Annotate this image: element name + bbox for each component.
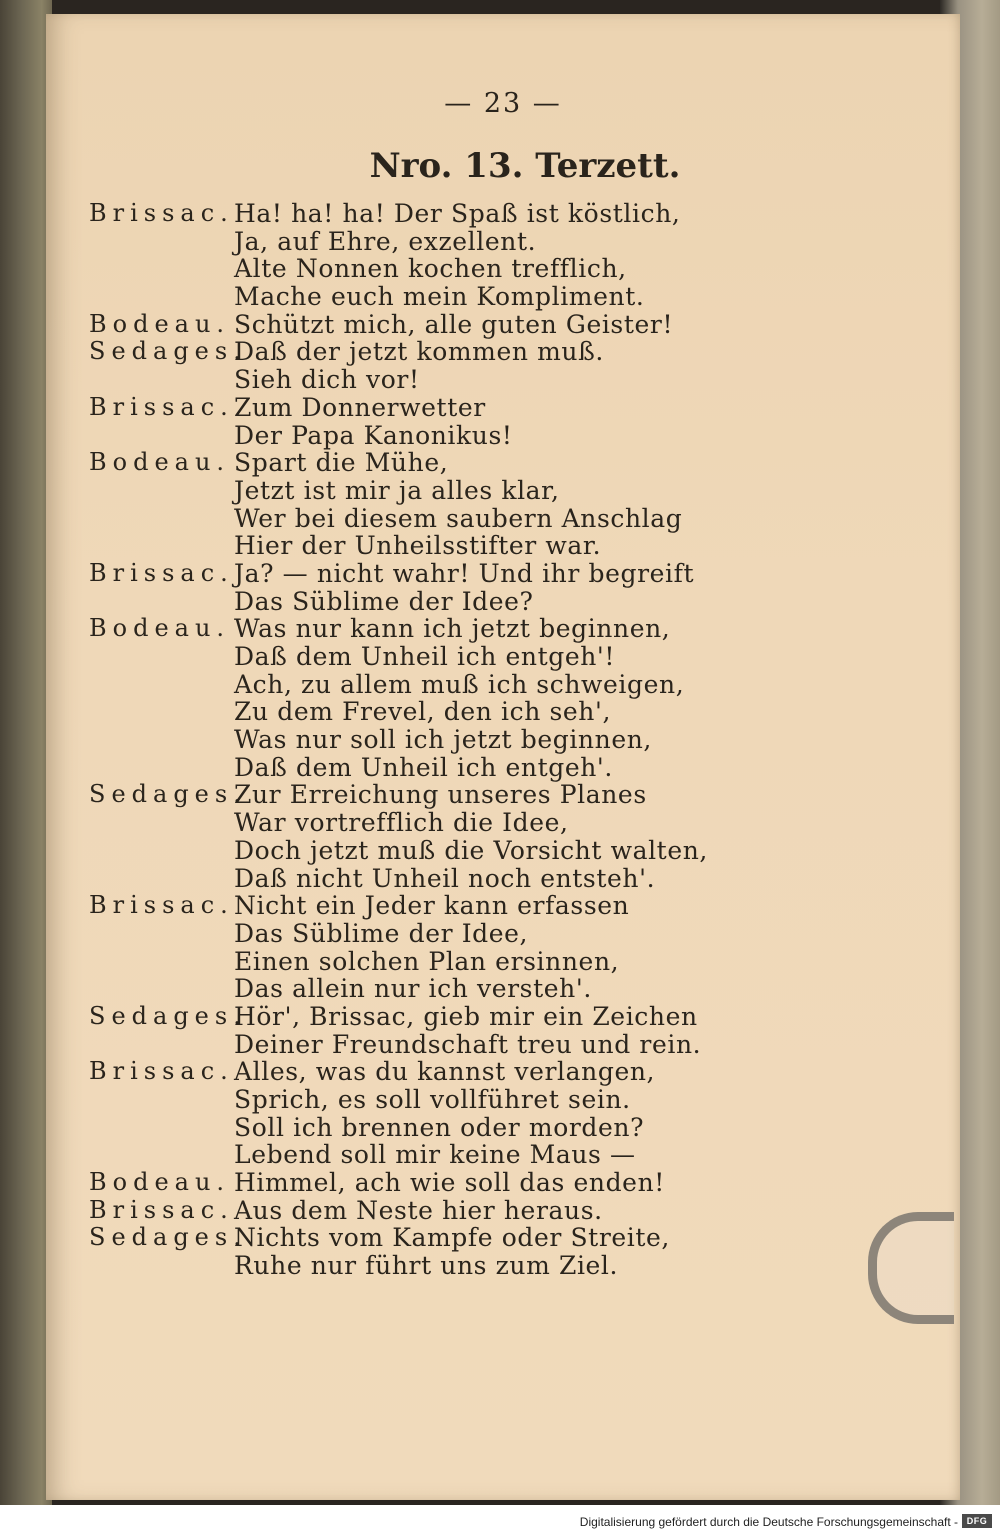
text-line [46,975,960,1003]
speaker-name: Sedages. [89,1001,247,1030]
verse-text: Alles, was du kannst verlangen, [234,1057,656,1087]
page-number: — 23 — [444,88,562,119]
text-line [46,809,960,837]
text-line [46,1086,960,1114]
verse-text: Alte Nonnen kochen trefflich, [234,254,627,284]
verse-text: Ruhe nur führt uns zum Ziel. [234,1251,619,1281]
text-line [46,255,960,283]
speaker-name: Brissac. [89,1057,234,1086]
speaker-name: Bodeau. [89,448,231,477]
verse-text: Ja, auf Ehre, exzellent. [234,226,537,256]
text-line [46,948,960,976]
book-cover-left [0,0,52,1505]
text-line [46,477,960,505]
verse-text: Doch jetzt muß die Vorsicht walten, [234,835,708,865]
text-line [46,366,960,394]
text-line [46,311,960,339]
verse-text: Daß der jetzt kommen muß. [234,337,604,367]
verse-text: Mache euch mein Kompliment. [234,282,645,312]
text-line [46,615,960,643]
text-line [46,671,960,699]
verse-text: Sieh dich vor! [234,365,420,395]
text-line [46,1197,960,1225]
verse-text: War vortrefflich die Idee, [234,808,569,838]
text-line [46,560,960,588]
verse-text: Einen solchen Plan ersinnen, [234,946,620,976]
verse-text: Was nur kann ich jetzt beginnen, [234,614,671,644]
speaker-name: Bodeau. [89,1168,231,1197]
verse-text: Was nur soll ich jetzt beginnen, [234,725,652,755]
verse-text: Daß nicht Unheil noch entsteh'. [234,863,656,893]
verse-text: Wer bei diesem saubern Anschlag [234,503,683,533]
verse-text: Ja? — nicht wahr! Und ihr begreift [234,558,695,588]
verse-text: Schützt mich, alle guten Geister! [234,309,674,339]
text-line [46,422,960,450]
text-line [46,394,960,422]
page-title: Nro. 13. Terzett. [369,146,681,186]
text-line [46,643,960,671]
paper-clip [868,1212,954,1324]
verse-text: Deiner Freundschaft treu und rein. [234,1029,702,1059]
verse-text: Hier der Unheilsstifter war. [234,531,602,561]
verse-text: Das Süblime der Idee? [234,586,534,616]
book-page [46,14,960,1500]
text-line [46,200,960,228]
text-line [46,726,960,754]
verse-text: Sprich, es soll vollführet sein. [234,1085,631,1114]
verse-text: Lebend soll mir keine Maus — [234,1140,636,1170]
verse-text: Das allein nur ich versteh'. [234,974,592,1004]
speaker-name: Bodeau. [89,309,231,338]
libretto-text [46,200,960,1280]
dfg-logo: DFG [962,1514,992,1528]
text-line [46,920,960,948]
speaker-name: Brissac. [89,891,234,920]
verse-text: Aus dem Neste hier heraus. [234,1195,603,1225]
verse-text: Himmel, ach wie soll das enden! [234,1168,665,1198]
speaker-name: Brissac. [89,199,234,227]
verse-text: Spart die Mühe, [234,448,449,478]
text-line [46,283,960,311]
text-line [46,338,960,366]
verse-text: Zu dem Frevel, den ich seh', [234,697,612,727]
text-line [46,698,960,726]
text-line [46,1141,960,1169]
verse-text: Ach, zu allem muß ich schweigen, [234,669,685,699]
text-line [46,1224,960,1252]
speaker-name: Brissac. [89,1195,234,1224]
text-line [46,1114,960,1142]
digitization-credit: Digitalisierung gefördert durch die Deutsche Forschungsgemeinschaft - [579,1515,958,1529]
verse-text: Der Papa Kanonikus! [234,420,513,450]
verse-text: Daß dem Unheil ich entgeh'. [234,752,613,782]
speaker-name: Sedages. [89,337,247,366]
text-line [46,1252,960,1280]
text-line [46,837,960,865]
text-line [46,449,960,477]
verse-text: Daß dem Unheil ich entgeh'! [234,642,616,671]
speaker-name: Brissac. [89,392,234,421]
text-line [46,505,960,533]
verse-text: Zum Donnerwetter [234,392,486,422]
text-line [46,532,960,560]
text-line [46,588,960,616]
verse-text: Hör', Brissac, gieb mir ein Zeichen [234,1001,698,1031]
text-line [46,228,960,256]
verse-text: Nicht ein Jeder kann erfassen [234,891,630,921]
verse-text: Das Süblime der Idee, [234,918,529,948]
text-line [46,1058,960,1086]
speaker-name: Brissac. [89,558,234,587]
speaker-name: Sedages. [89,1223,247,1252]
verse-text: Zur Erreichung unseres Planes [234,780,647,810]
verse-text: Nichts vom Kampfe oder Streite, [234,1223,670,1253]
text-line [46,1031,960,1059]
text-line [46,754,960,782]
text-line [46,892,960,920]
verse-text: Soll ich brennen oder morden? [234,1112,645,1142]
text-line [46,865,960,893]
verse-text: Ha! ha! ha! Der Spaß ist köstlich, [234,199,681,228]
speaker-name: Bodeau. [89,614,231,643]
text-line [46,1169,960,1197]
speaker-name: Sedages. [89,780,247,809]
text-line [46,1003,960,1031]
text-line [46,781,960,809]
verse-text: Jetzt ist mir ja alles klar, [234,475,560,505]
